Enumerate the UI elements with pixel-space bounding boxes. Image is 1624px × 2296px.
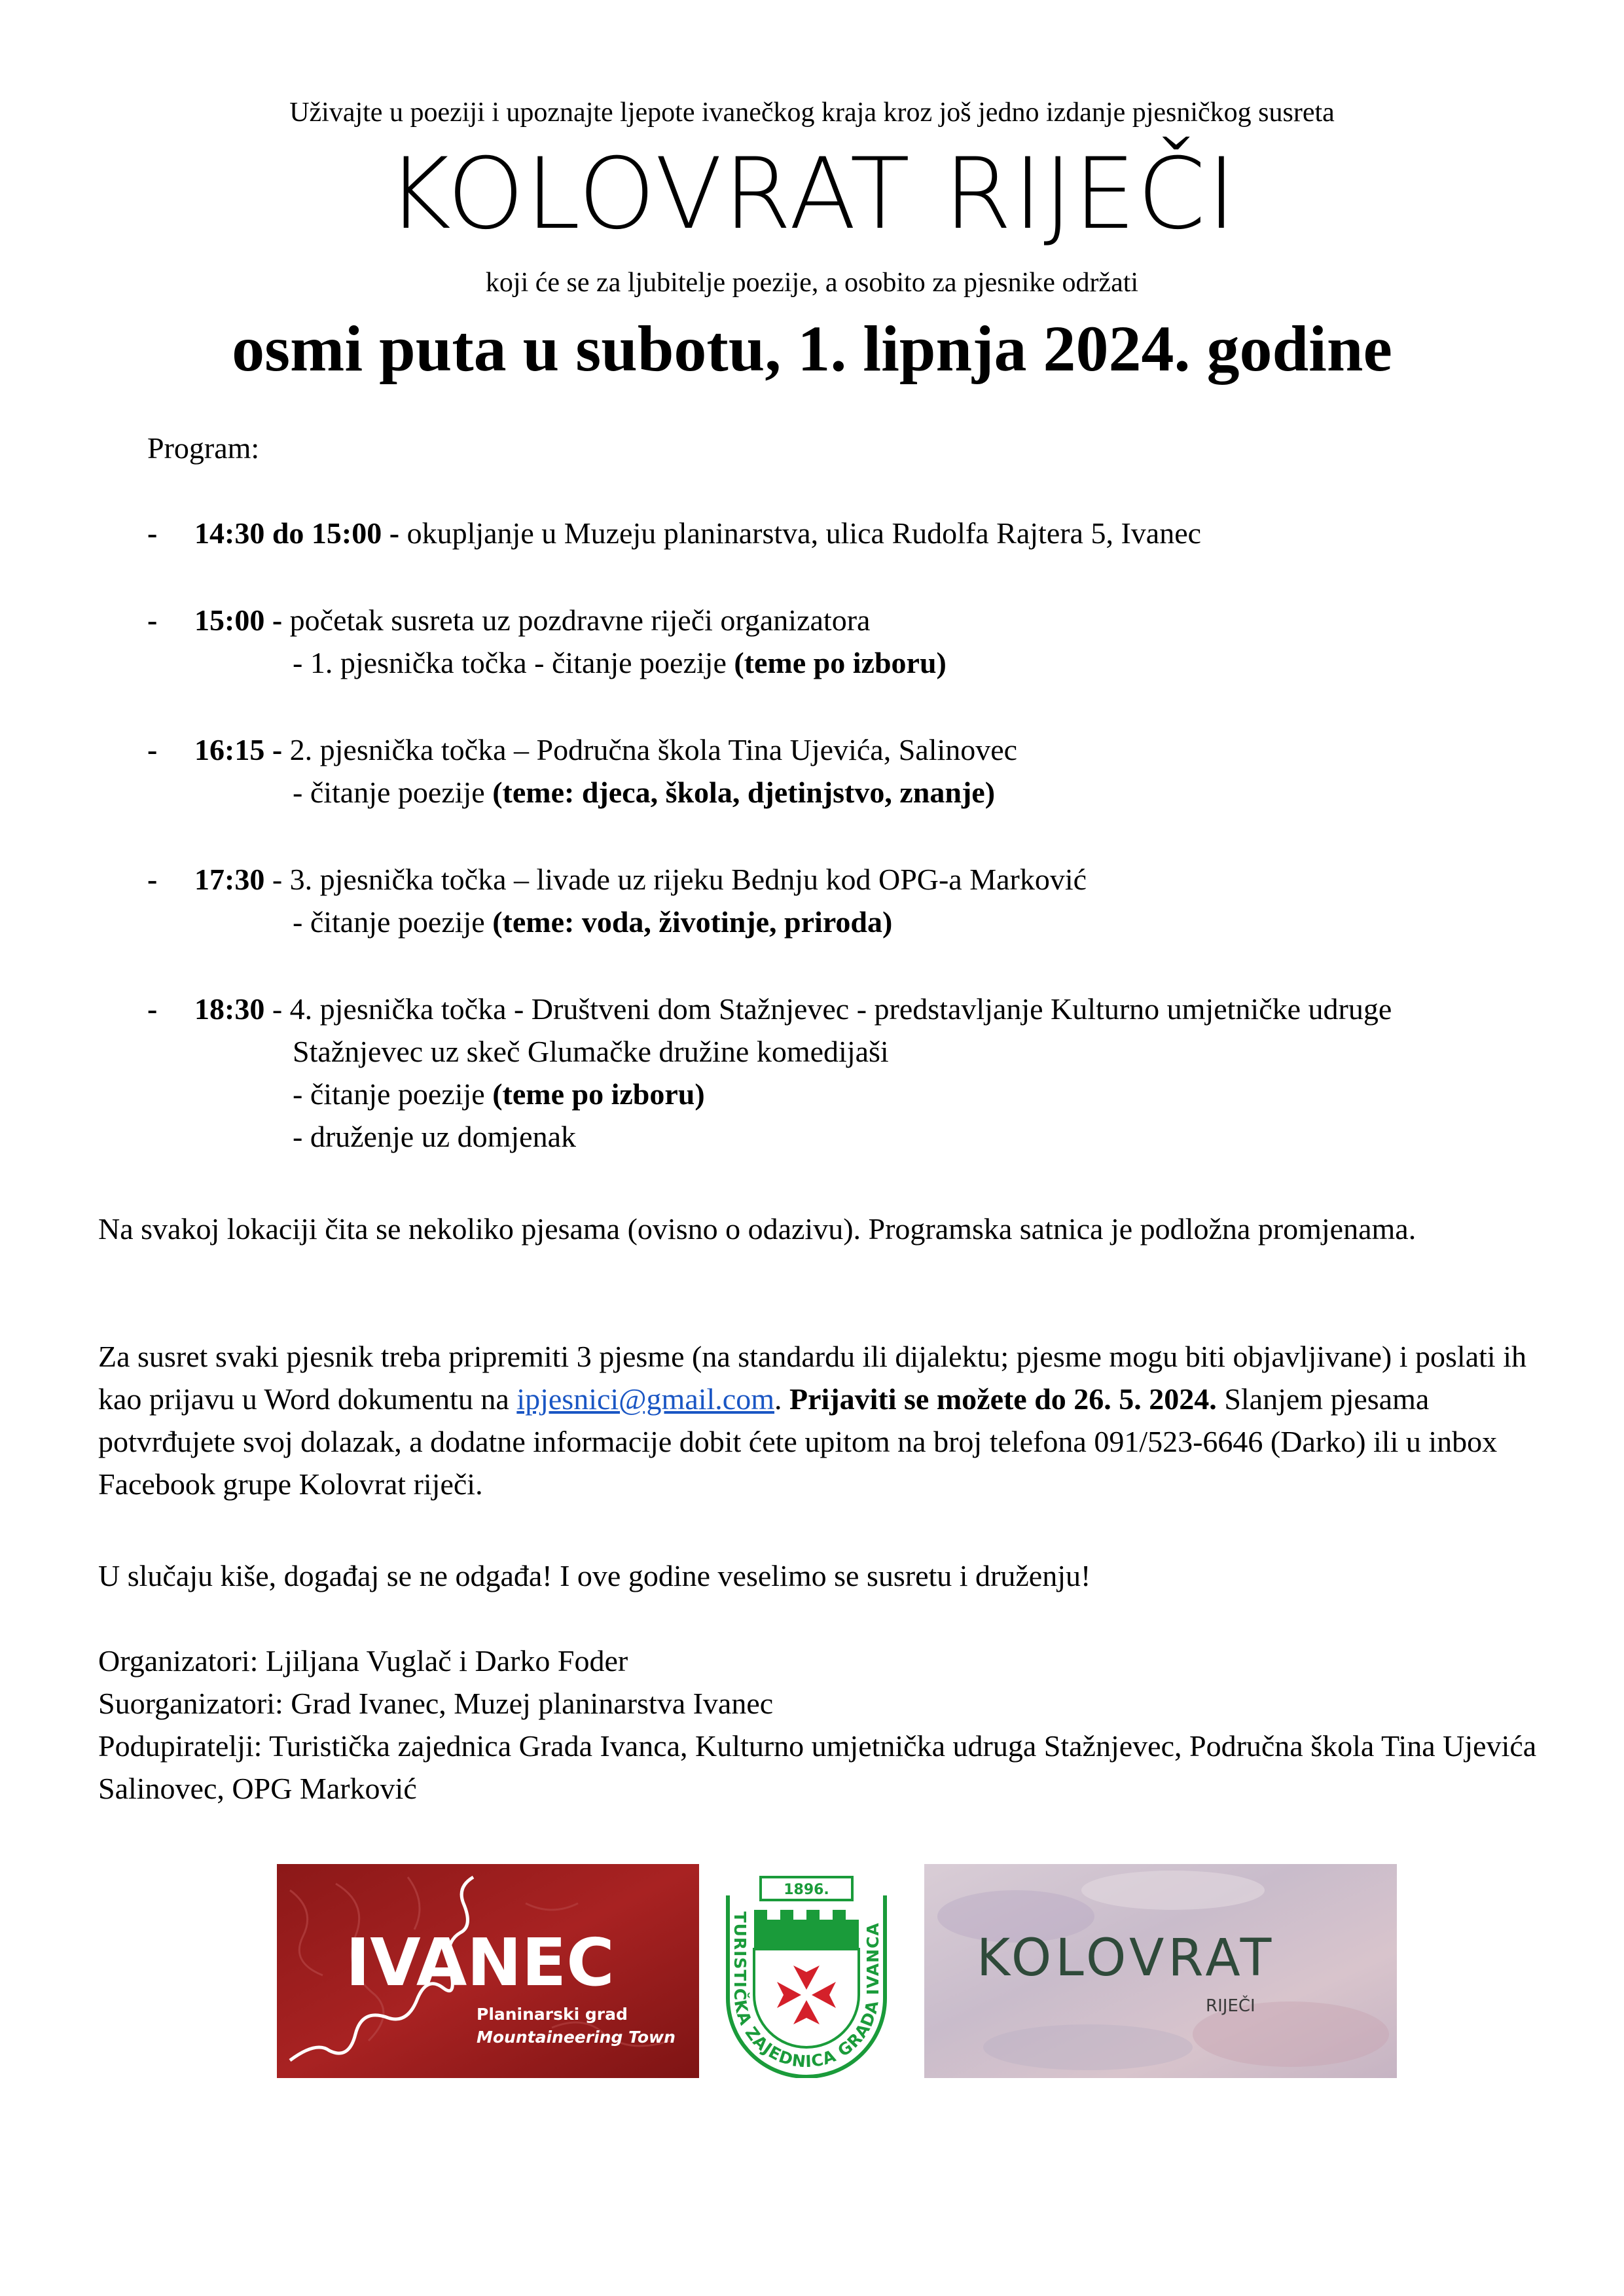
supporters: Podupiratelji: Turistička zajednica Grada Ivanca, Kulturno umjetnička udruga Stažnjevec, Područna škola Tina Ujevića Salinovec, OPG Marković (98, 1729, 1537, 1805)
program-subline: - druženje uz domjenak (293, 1120, 576, 1153)
tourist-board-logo (708, 1864, 905, 2078)
bullet-dash: - (147, 992, 158, 1026)
program-label: Program: (147, 431, 260, 465)
program-description: 2. pjesnička točka – Područna škola Tina Ujevića, Salinovec (289, 733, 1018, 766)
program-description: 4. pjesnička točka - Društveni dom Stažnjevec - predstavljanje Kulturno umjetničke udruge (289, 992, 1392, 1026)
location-note: Na svakoj lokaciji čita se nekoliko pjesama (ovisno o odazivu). Programska satnica je podložna promjenama. (98, 1212, 1416, 1246)
program-time: 15:00 (194, 603, 265, 637)
coorganizers: Suorganizatori: Grad Ivanec, Muzej planinarstva Ivanec (98, 1687, 774, 1720)
kolovrat-logo (924, 1864, 1397, 2078)
ivanec-logo (277, 1864, 699, 2078)
document-page: Uživajte u poeziji i upoznajte ljepote ivanečkog kraja kroz još jedno izdanje pjesničkog susreta KOLOVRAT RIJEČI koji će se za ljubitelje poezije, a osobito za pjesnike održati osmi puta u subotu, 1. lipnja 2024. godine Program: - 14:30 do 15:00 - okupljanje u Muzeju planinarstva, ulica Rudolfa Rajtera 5, Ivanec - 15:00 - početak susreta uz pozdravne riječi organizatora - 1. pjesnička točka - čitanje poezije (teme po izboru) - 16:15 - 2. pjesnička točka – Područna škola Tina Ujevića, Salinovec - čitanje poezije (teme: djeca, škola, djetinjstvo, znanje) - 17:30 - 3. pjesnička točka – livade uz rijeku Bednju kod OPG-a Marković - čitanje poezije (teme: voda, životinje, priroda) - 18:30 - 4. pjesnička točka - Društveni dom Stažnjevec - predstavljanje Kulturno umjetničke udruge Stažnjevec uz skeč Glumačke družine komedijaši - čitanje poezije (teme po izboru) - druženje uz domjenak Na svakoj lokaciji čita se nekoliko pjesama (ovisno o odazivu). Programska satnica je podložna promjenama. Za susret svaki pjesnik treba pripremiti 3 pjesme (na standardu ili dijalektu; pjesme mogu biti objavljivane) i poslati ih kao prijavu u Word dokumentu na ipjesnici@gmail.com. Prijaviti se možete do 26. 5. 2024. Slanjem pjesama potvrđujete svoj dolazak, a dodatne informacije dobit ćete upitom na broj telefona 091/523-6646 (Darko) ili u inbox Facebook grupe Kolovrat riječi. U slučaju kiše, događaj se ne odgađa! I ove godine veselimo se susretu i druženju! Organizatori: Ljiljana Vuglač i Darko Foder Suorganizatori: Grad Ivanec, Muzej planinarstva Ivanec Podupiratelji: Turistička zajednica Grada Ivanca, Kulturno umjetnička udruga Stažnjevec, Područna škola Tina Ujevića Salinovec, OPG Marković IVANEC Planinarski grad Mountaineering Town TURISTIČKA ZAJEDNICA GRADA IVANCA 1896. KOLOVRAT RIJEČI (0, 0, 1624, 2296)
svg-text:Planinarski grad: Planinarski grad (477, 2005, 628, 2024)
kolovrat-logo-title: KOLOVRAT (977, 1929, 1276, 1988)
program-time: 14:30 do 15:00 (194, 516, 382, 550)
entry-instructions: Za susret svaki pjesnik treba pripremiti 3 pjesme (na standardu ili dijalektu; pjesme mogu biti objavljivane) i poslati ih kao prijavu u Word dokumentu na ipjesnici@gmail.com. Prijaviti se možete do 26. 5. 2024. Slanjem pjesama potvrđujete svoj dolazak, a dodatne informacije dobit ćete upitom na broj telefona 091/523-6646 (Darko) ili u inbox Facebook grupe Kolovrat riječi. (98, 1340, 1526, 1501)
program-subline: - čitanje poezije (teme po izboru) (293, 1077, 705, 1111)
program-subline: - čitanje poezije (teme: djeca, škola, djetinjstvo, znanje) (293, 776, 996, 809)
tourist-board-ring-text: TURISTIČKA ZAJEDNICA GRADA IVANCA (731, 1911, 883, 2072)
sub-text: koji će se za ljubitelje poezije, a osobito za pjesnike održati (485, 268, 1139, 298)
bullet-dash: - (147, 603, 158, 637)
bullet-dash: - (147, 516, 158, 550)
program-subline: - čitanje poezije (teme: voda, životinje, priroda) (293, 905, 893, 939)
rain-note: U slučaju kiše, događaj se ne odgađa! I ove godine veselimo se susretu i druženju! (98, 1559, 1091, 1592)
program-time: 17:30 (194, 863, 265, 896)
intro-text: Uživajte u poeziji i upoznajte ljepote ivanečkog kraja kroz još jedno izdanje pjesničkog susreta (289, 98, 1335, 128)
program-subline: Stažnjevec uz skeč Glumačke družine komedijaši (293, 1035, 889, 1068)
program-time: 18:30 (194, 992, 265, 1026)
svg-text:1896.: 1896. (784, 1882, 829, 1898)
email-link[interactable]: ipjesnici@gmail.com (516, 1382, 775, 1416)
event-date-headline: osmi puta u subotu, 1. lipnja 2024. godine (232, 312, 1392, 385)
bullet-dash: - (147, 863, 158, 896)
program-description: 3. pjesnička točka – livade uz rijeku Bednju kod OPG-a Marković (289, 863, 1087, 896)
event-brand-title: KOLOVRAT RIJEČI (386, 137, 1238, 251)
svg-text:Mountaineering Town: Mountaineering Town (477, 2028, 676, 2047)
ivanec-logo-title: IVANEC (346, 1924, 615, 2001)
organizers: Organizatori: Ljiljana Vuglač i Darko Foder (98, 1644, 628, 1677)
deadline-text: Prijaviti se možete do 26. 5. 2024. (789, 1382, 1217, 1416)
svg-text:RIJEČI: RIJEČI (1206, 1996, 1255, 2016)
bullet-dash: - (147, 733, 158, 766)
program-subline: - 1. pjesnička točka - čitanje poezije (teme po izboru) (293, 646, 947, 679)
program-description: okupljanje u Muzeju planinarstva, ulica Rudolfa Rajtera 5, Ivanec (406, 516, 1202, 550)
program-description: početak susreta uz pozdravne riječi organizatora (289, 603, 871, 637)
program-time: 16:15 (194, 733, 265, 766)
